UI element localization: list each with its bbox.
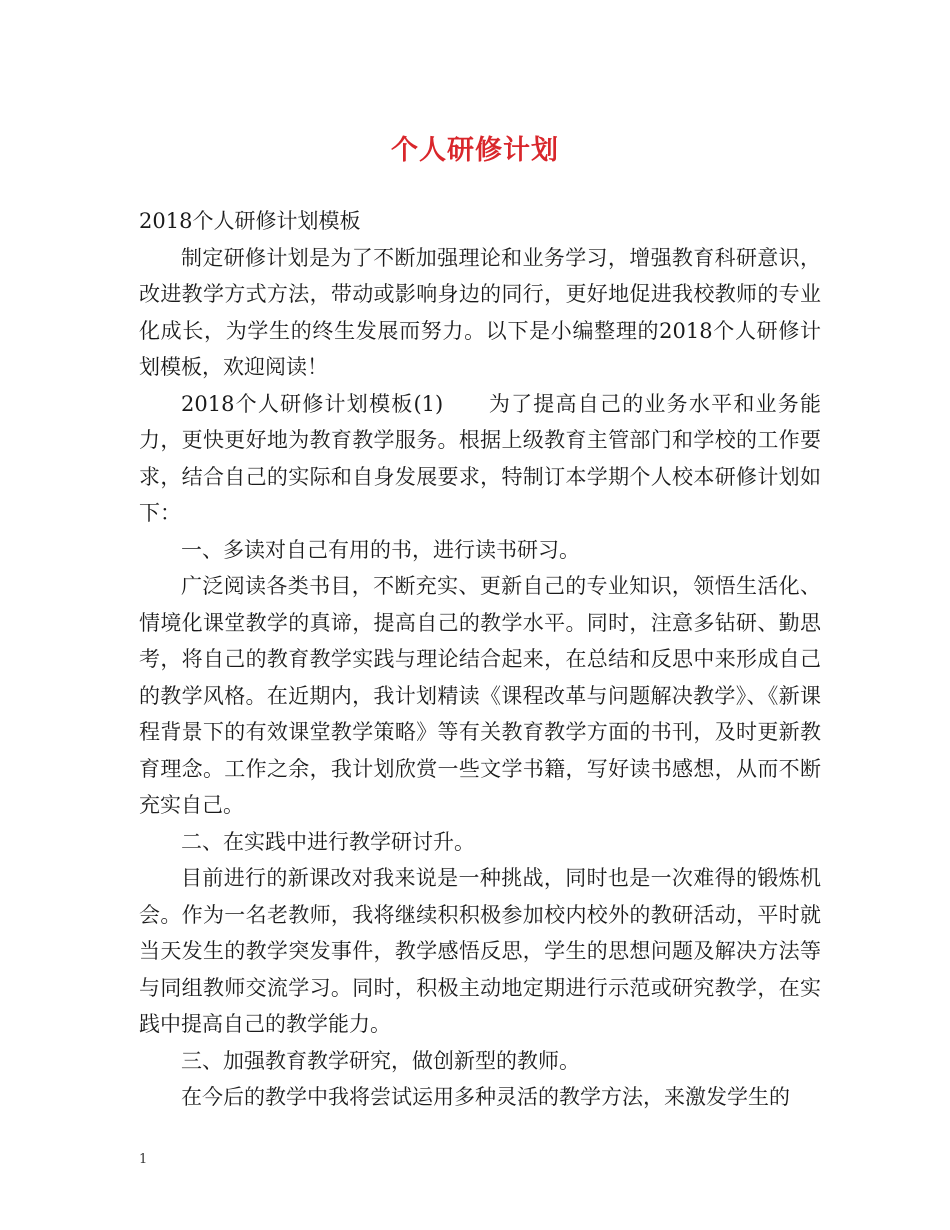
- paragraph-template-1: 2018个人研修计划模板(1) 为了提高自己的业务水平和业务能力，更快更好地为教育教学服务。根据上级教育主管部门和学校的工作要求，结合自己的实际和自身发展要求，特制订本学期个人校本研修计划如下：: [139, 391, 821, 525]
- page-number: 1: [139, 1152, 148, 1167]
- document-body: [139, 203, 821, 1116]
- section-heading-1: 一、多读对自己有用的书，进行读书研习。: [181, 537, 580, 562]
- document-title: 个人研修计划: [391, 135, 559, 166]
- paragraph-practice: 目前进行的新课改对我来说是一种挑战，同时也是一次难得的锻炼机会。作为一名老教师，我将继续积积极参加校内校外的教研活动，平时就当天发生的教学突发事件，教学感悟反思，学生的思想问题及解决方法等与同组教师交流学习。同时，积极主动地定期进行示范或研究教学，在实践中提高自己的教学能力。: [139, 866, 821, 1036]
- paragraph-reading: 广泛阅读各类书目，不断充实、更新自己的专业知识，领悟生活化、情境化课堂教学的真谛，提高自己的教学水平。同时，注意多钻研、勤思考，将自己的教育教学实践与理论结合起来，在总结和反思中来形成自己的教学风格。在近期内，我计划精读《课程改革与问题解决教学》、《新课程背景下的有效课堂教学策略》等有关教育教学方面的书刊，及时更新教育理念。工作之余，我计划欣赏一些文学书籍，写好读书感想，从而不断充实自己。: [139, 574, 821, 817]
- section-heading-2: 二、在实践中进行教学研讨升。: [181, 829, 475, 854]
- section-heading-3: 三、加强教育教学研究，做创新型的教师。: [181, 1048, 580, 1073]
- paragraph-intro: 制定研修计划是为了不断加强理论和业务学习，增强教育科研意识，改进教学方式方法，带动或影响身边的同行，更好地促进我校教师的专业化成长，为学生的终生发展而努力。以下是小编整理的2018个人研修计划模板，欢迎阅读！: [139, 245, 821, 379]
- paragraph-research: 在今后的教学中我将尝试运用多种灵活的教学方法，来激发学生的: [181, 1085, 790, 1109]
- document-subtitle: 2018个人研修计划模板: [139, 209, 361, 233]
